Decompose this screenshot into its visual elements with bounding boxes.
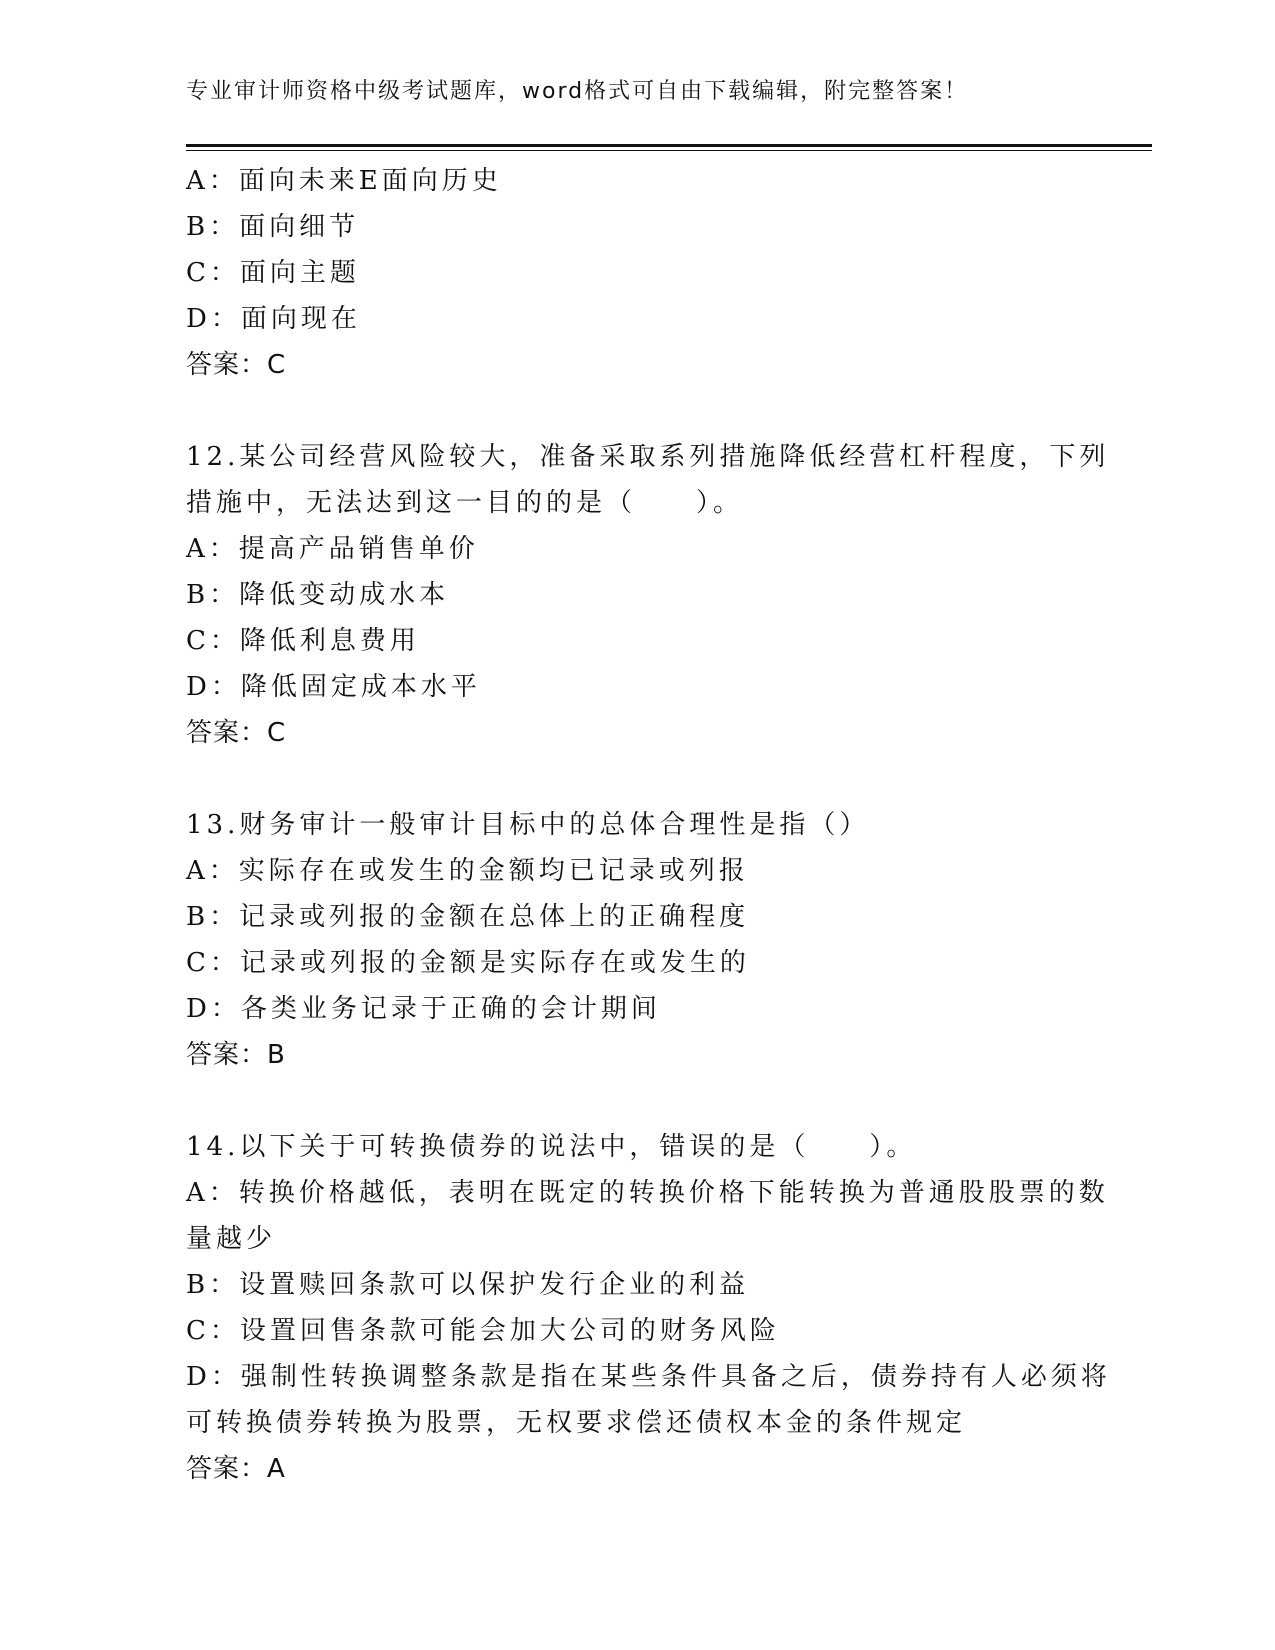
option-c: C：设置回售条款可能会加大公司的财务风险 xyxy=(186,1316,780,1346)
option-a: A：面向未来E面向历史 xyxy=(186,166,502,196)
option-c: C：降低利息费用 xyxy=(186,626,420,656)
question-block xyxy=(186,158,1086,388)
question-block xyxy=(186,802,1086,1078)
answer-line: 答案：B xyxy=(186,1040,286,1070)
option-d-continued: 可转换债券转换为股票，无权要求偿还债权本金的条件规定 xyxy=(186,1408,967,1438)
question-stem-continued: 措施中，无法达到这一目的的是（ ）。 xyxy=(186,488,744,518)
header-divider-thick xyxy=(186,144,1152,147)
option-b: B：降低变动成水本 xyxy=(186,580,450,610)
question-block xyxy=(186,1124,1111,1492)
option-b: B：设置赎回条款可以保护发行企业的利益 xyxy=(186,1270,750,1300)
option-d: D：降低固定成本水平 xyxy=(186,672,481,702)
question-stem: 13.财务审计一般审计目标中的总体合理性是指（） xyxy=(186,810,870,840)
option-a-continued: 量越少 xyxy=(186,1224,277,1254)
question-stem: 14.以下关于可转换债券的说法中，错误的是（ ）。 xyxy=(186,1132,917,1162)
option-a: A：实际存在或发生的金额均已记录或列报 xyxy=(186,856,749,886)
header-divider-thin xyxy=(186,150,1152,151)
option-c: C：记录或列报的金额是实际存在或发生的 xyxy=(186,948,750,978)
answer-line: 答案：C xyxy=(186,718,287,748)
option-d: D：强制性转换调整条款是指在某些条件具备之后，债券持有人必须将 xyxy=(186,1362,1111,1392)
option-d: D：面向现在 xyxy=(186,304,361,334)
question-block xyxy=(186,434,1110,756)
answer-line: 答案：C xyxy=(186,350,287,380)
question-content xyxy=(186,158,1111,1492)
answer-line: 答案：A xyxy=(186,1454,286,1484)
option-a: A：转换价格越低，表明在既定的转换价格下能转换为普通股股票的数 xyxy=(186,1178,1109,1208)
question-stem: 12.某公司经营风险较大，准备采取系列措施降低经营杠杆程度，下列 xyxy=(186,442,1110,472)
option-a: A：提高产品销售单价 xyxy=(186,534,479,564)
option-b: B：记录或列报的金额在总体上的正确程度 xyxy=(186,902,750,932)
page-header: 专业审计师资格中级考试题库，word格式可自由下载编辑，附完整答案！ xyxy=(186,79,969,104)
option-c: C：面向主题 xyxy=(186,258,360,288)
option-b: B：面向细节 xyxy=(186,212,360,242)
option-d: D：各类业务记录于正确的会计期间 xyxy=(186,994,661,1024)
